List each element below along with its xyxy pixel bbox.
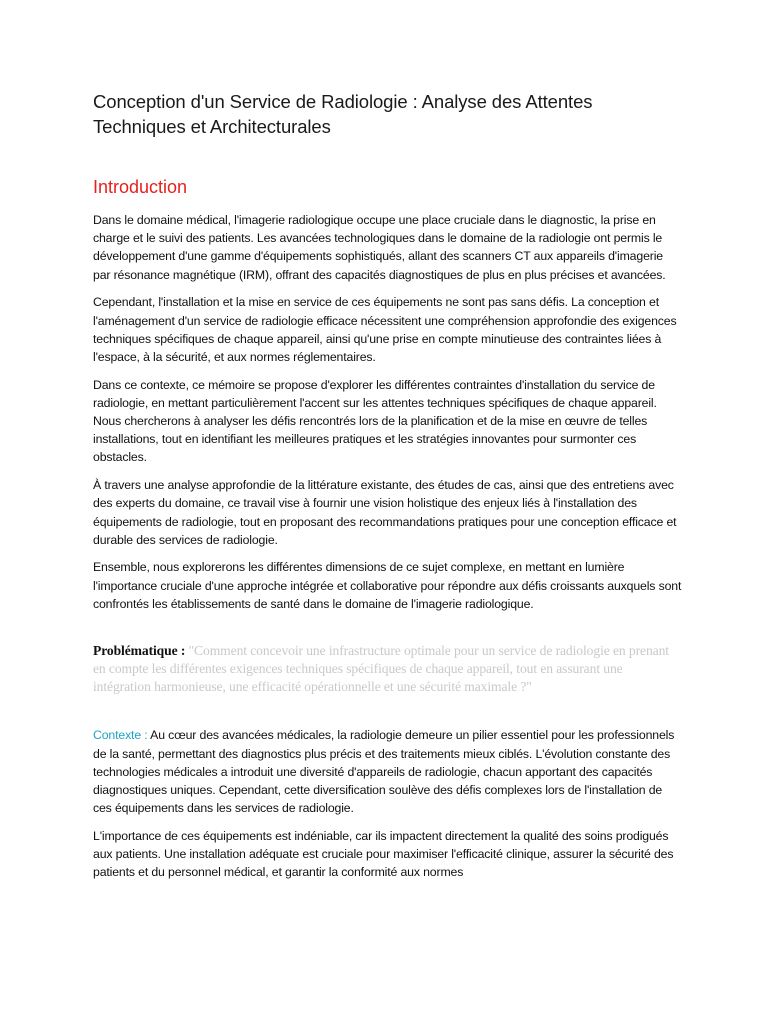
intro-paragraph-1: Dans le domaine médical, l'imagerie radiologique occupe une place cruciale dans le diagnostic, la prise en charge et le suivi des patients. Les avancées technologiques dans le domaine de la radiologie ont permis le développement d'une gamme d'équipements sophistiqués, allant des scanners CT aux appareils d'imagerie par résonance magnétique (IRM), offrant des capacités diagnostiques de plus en plus précises et avancées. — [93, 213, 666, 282]
introduction-heading: Introduction — [93, 177, 188, 197]
contexte-paragraph-1 — [93, 726, 683, 817]
intro-paragraph-2: Cependant, l'installation et la mise en service de ces équipements ne sont pas sans défis. La conception et l'aménagement d'un service de radiologie efficace nécessitent une compréhension approfondie des exigences techniques spécifiques de chaque appareil, ainsi qu'une prise en compte minutieuse des contraintes liées à l'espace, à la sécurité, et aux normes réglementaires. — [93, 295, 677, 364]
problematique-label: Problématique : — [93, 643, 186, 659]
document-content — [93, 89, 683, 891]
document-title: Conception d'un Service de Radiologie : Analyse des Attentes Techniques et Architecturales — [93, 91, 593, 137]
intro-paragraph-5: Ensemble, nous explorerons les différentes dimensions de ce sujet complexe, en mettant en lumière l'importance cruciale d'une approche intégrée et collaborative pour répondre aux défis croissants auxquels sont confrontés les établissements de santé dans le domaine de l'imagerie radiologique. — [93, 560, 682, 611]
problematique-block — [93, 642, 683, 695]
contexte-label: Contexte : — [93, 728, 148, 743]
contexte-paragraph-2: L'importance de ces équipements est indéniable, car ils impactent directement la qualité des soins prodigués aux patients. Une installation adéquate est cruciale pour maximiser l'efficacité clinique, assurer la sécurité des patients et du personnel médical, et garantir la conformité aux normes — [93, 828, 674, 880]
intro-paragraph-4: À travers une analyse approfondie de la littérature existante, des études de cas, ainsi que des entretiens avec des experts du domaine, ce travail vise à fournir une vision holistique des enjeux liés à l'installation des équipements de radiologie, tout en proposant des recommandations pratiques pour une conception efficace et durable des services de radiologie. — [93, 478, 677, 547]
problematique-text: "Comment concevoir une infrastructure optimale pour un service de radiologie en prenant en compte les différentes exigences techniques spécifiques de chaque appareil, tout en assurant une intégration harmonieuse, une efficacité opérationnelle et une sécurité maximale ?" — [93, 643, 669, 694]
contexte-text: Au cœur des avancées médicales, la radiologie demeure un pilier essentiel pour les professionnels de la santé, permettant des diagnostics plus précis et des traitements mieux ciblés. L'évolution constante des technologies médicales a introduit une diversité d'appareils de radiologie, chacun apportant des capacités diagnostiques uniques. Cependant, cette diversification soulève des défis complexes lors de l'installation de ces équipements dans les services de radiologie. — [93, 728, 675, 816]
intro-paragraph-3: Dans ce contexte, ce mémoire se propose d'explorer les différentes contraintes d'installation du service de radiologie, en mettant particulièrement l'accent sur les attentes techniques spécifiques de chaque appareil. Nous chercherons à analyser les défis rencontrés lors de la planification et de la mise en œuvre de telles installations, tout en identifiant les meilleures pratiques et les stratégies innovantes pour surmonter ces obstacles. — [93, 377, 657, 465]
